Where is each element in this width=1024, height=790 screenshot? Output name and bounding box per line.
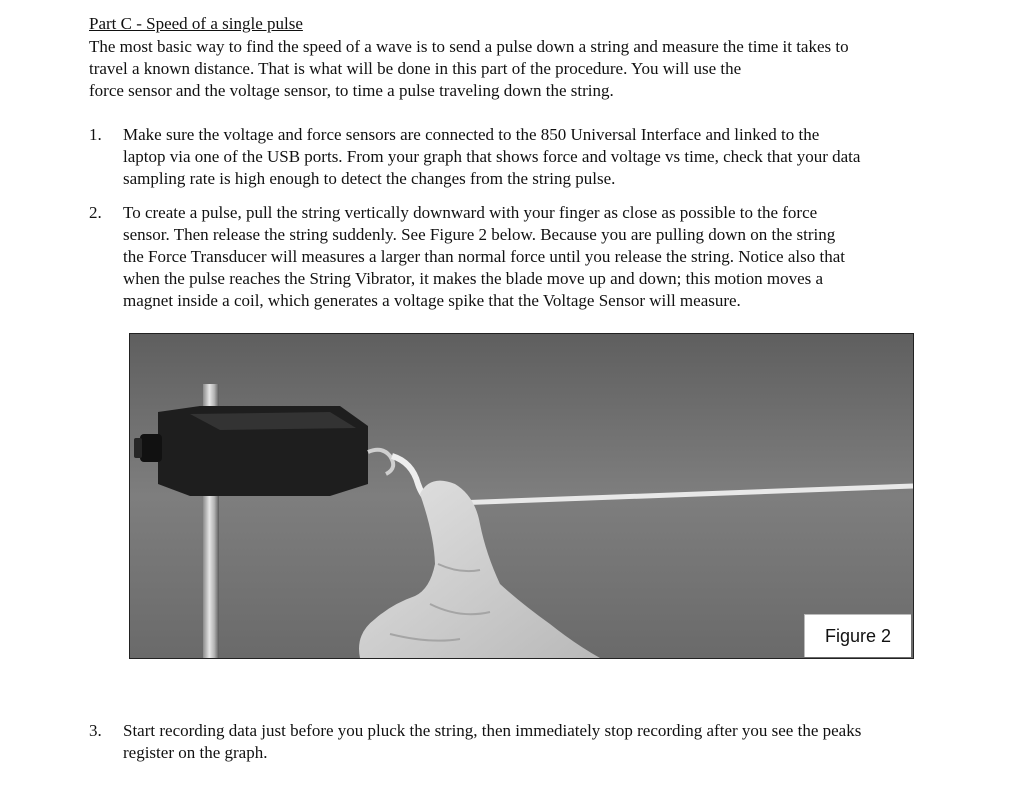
- step-text: [123, 124, 968, 190]
- step-line: laptop via one of the USB ports. From your graph that shows force and voltage vs time, check that your data: [123, 147, 861, 166]
- step-line: sensor. Then release the string suddenly. See Figure 2 below. Because you are pulling down on the string: [123, 225, 836, 244]
- step-line: register on the graph.: [123, 743, 268, 762]
- step-line: To create a pulse, pull the string vertically downward with your finger as close as possible to the force: [123, 203, 818, 222]
- step-line: when the pulse reaches the String Vibrator, it makes the blade move up and down; this motion moves a: [123, 269, 824, 288]
- step-number: 3.: [89, 721, 102, 740]
- step-number: 1.: [89, 125, 102, 144]
- step-text: [123, 720, 968, 764]
- intro-line: force sensor and the voltage sensor, to time a pulse traveling down the string.: [89, 81, 614, 100]
- intro-line: The most basic way to find the speed of a wave is to send a pulse down a string and measure the time it takes to: [89, 37, 849, 56]
- step-line: magnet inside a coil, which generates a voltage spike that the Voltage Sensor will measure.: [123, 291, 741, 310]
- intro-line: travel a known distance. That is what will be done in this part of the procedure. You will use the: [89, 59, 742, 78]
- section-title: Part C - Speed of a single pulse: [89, 14, 303, 33]
- step-number: 2.: [89, 203, 102, 222]
- step-line: Start recording data just before you pluck the string, then immediately stop recording after you see the peaks: [123, 721, 862, 740]
- step-line: the Force Transducer will measures a larger than normal force until you release the string. Notice also that: [123, 247, 845, 266]
- figure-caption: Figure 2: [804, 614, 911, 657]
- step-line: sampling rate is high enough to detect the changes from the string pulse.: [123, 169, 616, 188]
- figure-2-photo: [129, 333, 914, 659]
- step-line: Make sure the voltage and force sensors are connected to the 850 Universal Interface and linked to the: [123, 125, 820, 144]
- step-text: [123, 202, 968, 312]
- sensor-knob: [140, 434, 162, 462]
- intro-paragraph: [89, 36, 969, 102]
- sensor-photo-illustration: [130, 334, 913, 658]
